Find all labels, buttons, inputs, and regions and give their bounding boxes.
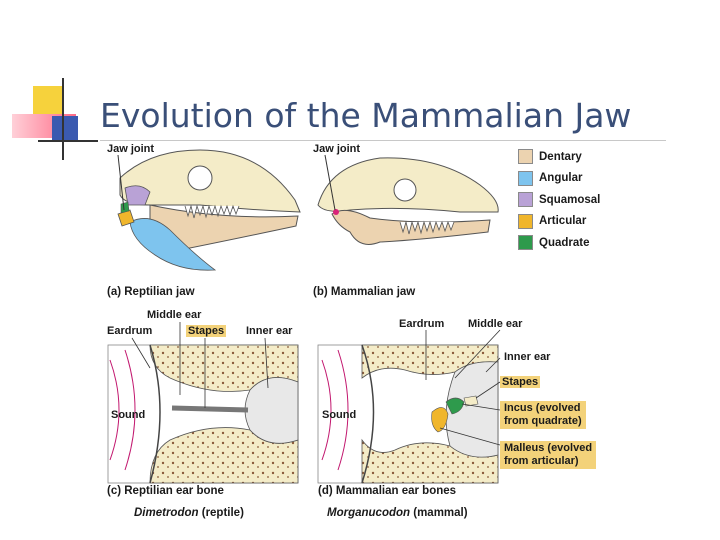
mammal-jaw-joint-label: Jaw joint	[313, 143, 361, 155]
mammal-eardrum-label: Eardrum	[399, 318, 445, 330]
legend-item-articular	[518, 211, 600, 233]
reptile-middle-ear-label: Middle ear	[147, 309, 202, 321]
legend-item-quadrate	[518, 232, 600, 254]
legend-label-quadrate: Quadrate	[539, 236, 590, 249]
mammal-middle-ear-label: Middle ear	[468, 318, 523, 330]
reptile-species-note: (reptile)	[201, 507, 244, 519]
mammal-incus-line-1: Incus (evolved	[504, 402, 581, 414]
mammal-species-name: Morganucodon	[327, 507, 411, 519]
legend-item-squamosal	[518, 189, 600, 211]
reptile-species-line	[134, 507, 244, 519]
reptilian-ear	[108, 322, 298, 483]
legend-item-dentary	[518, 146, 600, 168]
mammal-ear-caption: (d) Mammalian ear bones	[318, 485, 457, 497]
mammal-species-line	[327, 507, 468, 519]
reptile-quadrate	[121, 202, 129, 213]
reptile-ear-caption: (c) Reptilian ear bone	[107, 485, 224, 497]
legend-swatch-dentary	[518, 149, 533, 164]
mammal-species-note: (mammal)	[413, 507, 468, 519]
reptile-stapes	[172, 408, 248, 410]
legend-label-articular: Articular	[539, 215, 587, 228]
mammal-malleus-line-2: from articular)	[504, 455, 579, 467]
reptile-sound-label: Sound	[111, 409, 146, 421]
mammal-sound-label: Sound	[322, 409, 357, 421]
reptile-jaw-joint-label: Jaw joint	[107, 143, 155, 155]
mammal-jaw-joint-dot	[333, 209, 339, 215]
reptile-inner-ear-cavity	[245, 378, 298, 444]
reptilian-skull	[118, 150, 300, 270]
legend-label-angular: Angular	[539, 172, 583, 185]
legend-swatch-quadrate	[518, 235, 533, 250]
mammal-incus-label	[500, 401, 586, 429]
reptile-jaw-caption: (a) Reptilian jaw	[107, 286, 195, 298]
mammal-incus-line-2: from quadrate)	[504, 415, 582, 427]
mammal-malleus-label	[500, 441, 596, 469]
mammalian-ear	[318, 330, 500, 483]
legend-swatch-squamosal	[518, 192, 533, 207]
reptile-eardrum-label: Eardrum	[107, 325, 153, 337]
mammal-stapes-label: Stapes	[502, 376, 539, 388]
mammal-inner-ear-label: Inner ear	[504, 351, 551, 363]
reptile-orbit	[188, 166, 212, 190]
bone-legend	[518, 146, 600, 254]
legend-swatch-angular	[518, 171, 533, 186]
mammal-malleus-line-1: Malleus (evolved	[504, 442, 593, 454]
mammal-orbit	[394, 179, 416, 201]
legend-item-angular	[518, 168, 600, 190]
reptile-squamosal	[125, 186, 150, 205]
legend-label-dentary: Dentary	[539, 150, 582, 163]
reptile-species-name: Dimetrodon	[134, 507, 199, 519]
mammal-jaw-caption: (b) Mammalian jaw	[313, 286, 416, 298]
legend-swatch-articular	[518, 214, 533, 229]
reptile-stapes-label: Stapes	[188, 325, 225, 337]
slide-title: Evolution of the Mammalian Jaw	[100, 96, 632, 135]
mammalian-skull	[318, 155, 498, 244]
reptile-inner-ear-label: Inner ear	[246, 325, 293, 337]
legend-label-squamosal: Squamosal	[539, 193, 601, 206]
